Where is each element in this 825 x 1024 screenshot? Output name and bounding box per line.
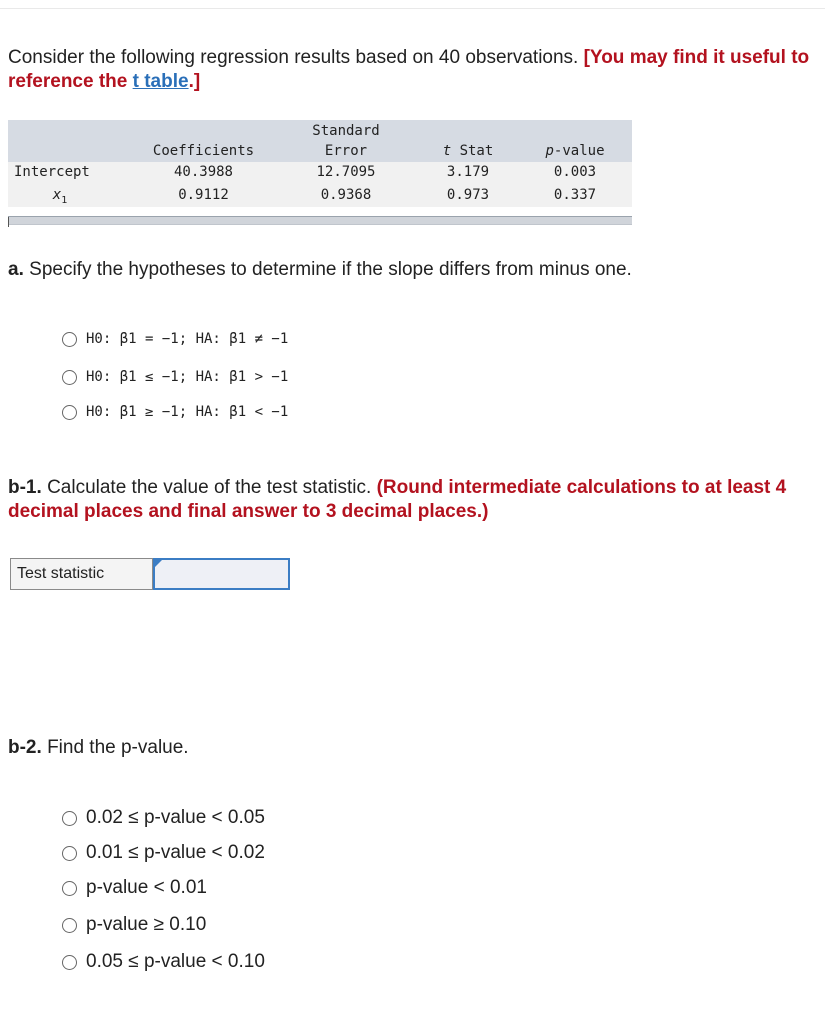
hypothesis-option-2-label: H0: β1 ≤ −1; HA: β1 > −1 — [86, 369, 289, 385]
table-scrollbar-tick — [8, 217, 9, 227]
reference-note-open: [You may find it useful to reference the — [8, 47, 810, 92]
x1-coef: 0.9112 — [178, 187, 229, 203]
radio-button[interactable] — [62, 846, 77, 861]
regression-table — [8, 120, 632, 207]
part-b1-question — [8, 476, 808, 524]
pvalue-option-3[interactable] — [62, 877, 207, 899]
pvalue-option-1[interactable] — [62, 807, 265, 829]
intercept-tstat: 3.179 — [446, 164, 490, 180]
radio-button[interactable] — [62, 405, 77, 420]
part-b2-text: Find the p-value. — [47, 737, 189, 758]
part-a-question — [8, 258, 632, 282]
header-standard: Standard — [312, 123, 380, 139]
x1-tstat: 0.973 — [446, 187, 490, 203]
intro-text: Consider the following regression results based on 40 observations. — [8, 47, 579, 68]
header-t-stat: t Stat — [442, 143, 494, 159]
intercept-se: 12.7095 — [316, 164, 376, 180]
radio-button[interactable] — [62, 811, 77, 826]
part-b1-text: Calculate the value of the test statistic. — [47, 477, 372, 498]
question-intro — [8, 46, 820, 94]
hypothesis-option-3[interactable] — [62, 404, 288, 420]
table-scrollbar[interactable] — [8, 216, 632, 225]
header-p-value: p-value — [545, 143, 605, 159]
reference-note-close: .] — [188, 71, 201, 92]
hypothesis-option-1-label: H0: β1 = −1; HA: β1 ≠ −1 — [86, 331, 289, 347]
x1-se: 0.9368 — [320, 187, 372, 203]
pvalue-option-4[interactable] — [62, 914, 206, 936]
hypothesis-option-2[interactable] — [62, 369, 288, 385]
radio-button[interactable] — [62, 370, 77, 385]
part-a-label: a. — [8, 259, 24, 280]
part-b1-instruction: (Round intermediate calculations to at least 4 decimal places and final answer to 3 decimal places.) — [8, 477, 787, 522]
pvalue-option-4-label: p-value ≥ 0.10 — [86, 914, 207, 935]
hypothesis-option-3-label: H0: β1 ≥ −1; HA: β1 < −1 — [86, 404, 289, 420]
x1-pvalue: 0.337 — [553, 187, 597, 203]
pvalue-option-2[interactable] — [62, 842, 265, 864]
pvalue-option-5[interactable] — [62, 951, 265, 973]
test-statistic-input[interactable] — [153, 558, 290, 590]
part-a-text: Specify the hypotheses to determine if the slope differs from minus one. — [29, 259, 632, 280]
header-coefficients: Coefficients — [152, 143, 255, 159]
intercept-pvalue: 0.003 — [553, 164, 597, 180]
pvalue-option-3-label: p-value < 0.01 — [86, 877, 207, 898]
row-label-x1: $x_1$ — [52, 187, 68, 206]
part-b2-label: b-2. — [8, 737, 42, 758]
pvalue-option-1-label: 0.02 ≤ p-value < 0.05 — [86, 807, 265, 828]
input-flag-icon — [155, 560, 162, 567]
part-b2-question — [8, 736, 189, 760]
row-label-intercept: Intercept — [14, 164, 90, 180]
test-statistic-label: Test statistic — [10, 558, 153, 590]
part-b1-label: b-1. — [8, 477, 42, 498]
radio-button[interactable] — [62, 955, 77, 970]
pvalue-option-2-label: 0.01 ≤ p-value < 0.02 — [86, 842, 265, 863]
radio-button[interactable] — [62, 881, 77, 896]
radio-button[interactable] — [62, 918, 77, 933]
radio-button[interactable] — [62, 332, 77, 347]
hypothesis-option-1[interactable] — [62, 331, 288, 347]
top-divider — [0, 8, 825, 9]
pvalue-option-5-label: 0.05 ≤ p-value < 0.10 — [86, 951, 265, 972]
t-table-link[interactable]: t table — [132, 71, 189, 92]
header-error: Error — [324, 143, 368, 159]
intercept-coef: 40.3988 — [173, 164, 233, 180]
